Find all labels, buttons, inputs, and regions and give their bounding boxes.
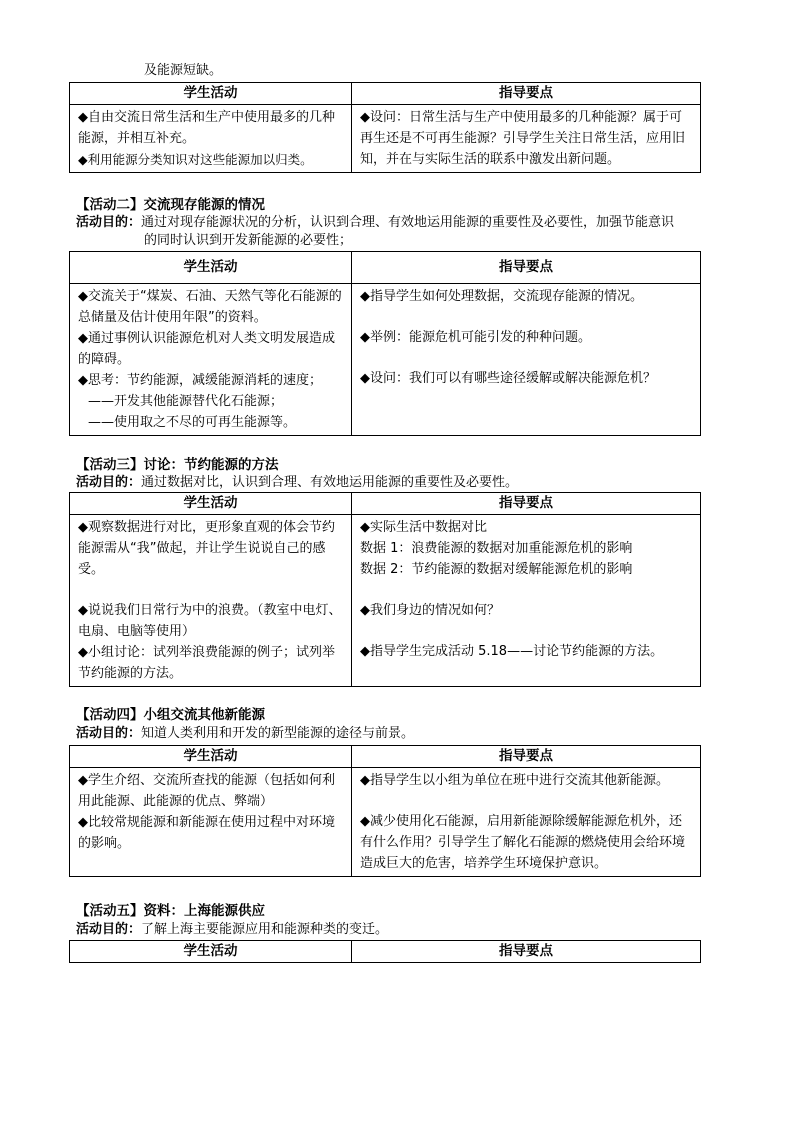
guide-points-cell [352,105,701,173]
goal-text: 知道人类利用和开发的新型能源的途径与前景。 [141,726,415,741]
guide-points-cell [352,284,701,436]
student-item: ◆小组讨论：试列举浪费能源的例子；试列举节约能源的方法。 [78,645,335,681]
student-activity-header: 学生活动 [70,83,352,105]
guide-points-header: 指导要点 [352,941,701,963]
student-item: ◆利用能源分类知识对这些能源加以归类。 [78,152,313,167]
goal-label: 活动目的： [76,215,142,230]
student-subitem: ——使用取之不尽的可再生能源等。 [88,415,297,430]
activity3-goal [76,474,716,492]
guide-item: ◆设问：日常生活与生产中使用最多的几种能源？属于可再生还是不可再生能源？引导学生关注日常生活，应用旧知，并在与实际生活的联系中激发出新问题。 [360,110,686,167]
student-item: ◆学生介绍、交流所查找的能源（包括如何利用此能源、此能源的优点、弊端） [78,773,335,809]
activity2-table [69,251,701,436]
guide-item: 数据 1：浪费能源的数据对加重能源危机的影响 [360,541,633,556]
guide-item: 数据 2：节约能源的数据对缓解能源危机的影响 [360,562,633,577]
activity4-goal [76,725,716,743]
goal-text: 通过对现存能源状况的分析，认识到合理、有效地运用能源的重要性及必要性，加强节能意识 [141,215,675,230]
student-item: ◆观察数据进行对比，更形象直观的体会节约能源需从“我”做起，并让学生说说自己的感受。 [78,520,335,577]
guide-item: ◆设问：我们可以有哪些途径缓解或解决能源危机？ [360,371,656,386]
student-activity-cell [70,515,352,687]
goal-label: 活动目的： [76,922,142,937]
activity4-title: 【活动四】小组交流其他新能源 [76,707,265,723]
activity5-goal [76,921,716,939]
guide-points-header: 指导要点 [352,493,701,515]
guide-item: ◆指导学生完成活动 5.18——讨论节约能源的方法。 [360,644,664,659]
guide-item: ◆实际生活中数据对比 [360,520,487,535]
guide-points-header: 指导要点 [352,83,701,105]
activity5-table [69,940,701,963]
guide-item: ◆指导学生以小组为单位在班中进行交流其他新能源。 [360,773,669,788]
student-item: ◆说说我们日常行为中的浪费。（教室中电灯、电扇、电脑等使用） [78,603,342,639]
guide-item: ◆指导学生如何处理数据，交流现存能源的情况。 [360,289,643,304]
activity2-title: 【活动二】交流现存能源的情况 [76,197,265,213]
intro-line: 及能源短缺。 [144,63,223,78]
guide-item: ◆减少使用化石能源，启用新能源除缓解能源危机外，还有什么作用？引导学生了解化石能源的燃烧使用会给环境造成巨大的危害，培养学生环境保护意识。 [360,814,686,871]
activity1-table [69,82,701,173]
guide-item: ◆举例：能源危机可能引发的种种问题。 [360,330,591,345]
goal-label: 活动目的： [76,726,142,741]
goal-text: 了解上海主要能源应用和能源种类的变迁。 [141,922,389,937]
student-item: ◆通过事例认识能源危机对人类文明发展造成的障碍。 [78,331,335,367]
student-item: ◆自由交流日常生活和生产中使用最多的几种能源，并相互补充。 [78,110,335,146]
activity4-table [69,745,701,877]
activity5-title: 【活动五】资料：上海能源供应 [76,903,265,919]
student-subitem: ——开发其他能源替代化石能源； [88,394,284,409]
student-activity-header: 学生活动 [70,252,352,284]
guide-points-cell [352,768,701,877]
guide-points-header: 指导要点 [352,746,701,768]
student-activity-cell [70,284,352,436]
guide-points-header: 指导要点 [352,252,701,284]
activity3-title: 【活动三】讨论：节约能源的方法 [76,457,279,473]
student-activity-header: 学生活动 [70,746,352,768]
guide-item: ◆我们身边的情况如何？ [360,603,500,618]
student-item: ◆比较常规能源和新能源在使用过程中对环境的影响。 [78,815,335,851]
student-item: ◆思考：节约能源，减缓能源消耗的速度； [78,373,322,388]
goal-text-continued: 的同时认识到开发新能源的必要性； [144,233,353,248]
activity3-table [69,492,701,687]
student-activity-cell [70,768,352,877]
student-activity-header: 学生活动 [70,493,352,515]
goal-text: 通过数据对比，认识到合理、有效地运用能源的重要性及必要性。 [141,475,519,490]
student-activity-cell [70,105,352,173]
student-item: ◆交流关于“煤炭、石油、天然气等化石能源的总储量及估计使用年限”的资料。 [78,289,342,325]
guide-points-cell [352,515,701,687]
activity2-goal [76,214,716,250]
student-activity-header: 学生活动 [70,941,352,963]
goal-label: 活动目的： [76,475,142,490]
